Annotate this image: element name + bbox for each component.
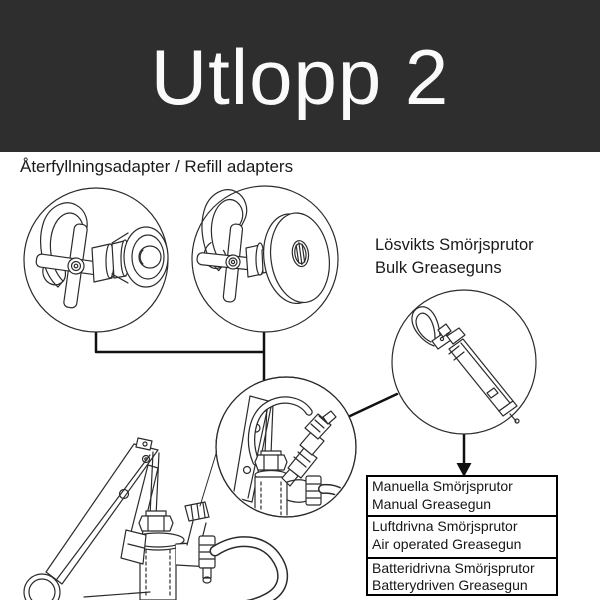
refill-point-detail-illustration (216, 377, 356, 519)
table-row-en: Manual Greasegun (372, 495, 492, 512)
table-row (366, 557, 558, 596)
bulk-greasegun-illustration (392, 290, 536, 434)
table-row-sv: Manuella Smörjsprutor (372, 478, 513, 494)
table-row (366, 515, 558, 559)
refill-adapter-disc-illustration (192, 186, 338, 332)
table-row-sv: Luftdrivna Smörjsprutor (372, 518, 518, 534)
page-title: Utlopp 2 (150, 33, 450, 121)
bulk-greaseguns-label-en: Bulk Greaseguns (375, 259, 502, 277)
detail-to-greasegun-connector (350, 394, 397, 416)
table-row-en: Batterydriven Greasegun (372, 577, 528, 593)
greasegun-type-table (366, 475, 558, 596)
refill-adapters-label: Återfyllningsadapter / Refill adapters (20, 157, 294, 176)
bulk-greaseguns-label-sv: Lösvikts Smörjsprutor (375, 236, 534, 254)
adapters-to-detail-connector (96, 331, 264, 381)
table-row (366, 475, 558, 517)
refill-adapter-coupler-illustration (24, 188, 168, 332)
table-row-sv: Batteridrivna Smörjsprutor (372, 560, 535, 576)
table-row-en: Air operated Greasegun (372, 535, 522, 552)
